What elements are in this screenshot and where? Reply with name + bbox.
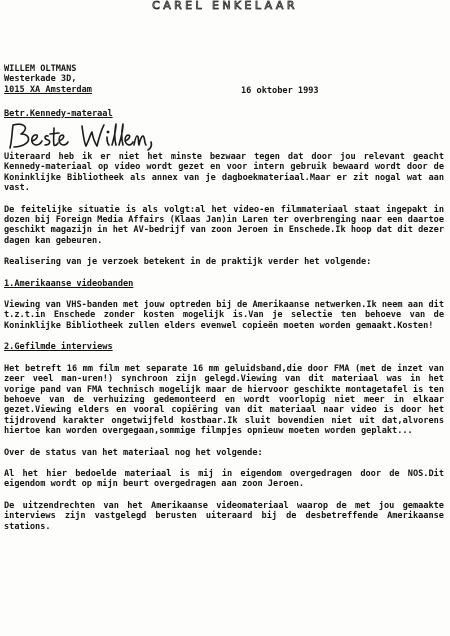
handwritten-salutation xyxy=(4,120,164,154)
subject-line: Betr.Kennedy-materaal xyxy=(4,109,113,119)
paragraph-realisation: Realisering van je verzoek betekent in de praktijk verder het volgende: xyxy=(4,257,372,268)
letterhead-text: CAREL ENKELAAR xyxy=(152,0,298,12)
paragraph-rights: De uitzendrechten van het Amerikaanse videomateriaal waarop de met jou gemaakte interviews zijn vastgelegd berusten uiteraard bij de desbetreffende Amerikaanse stations. xyxy=(4,500,444,532)
heading-interviews: 2.Gefilmde interviews xyxy=(4,342,113,353)
recipient-address xyxy=(4,64,92,95)
paragraph-intro: Uiteraard heb ik er niet het minste bezwaar tegen dat door jou relevant geacht Kennedy-materiaal op video wordt gezet en voor intern gebruik bewaard wordt door de Koninklijke Bibliotheek als annex van je dagboekmateriaal.Maar er zit nogal wat aan vast. xyxy=(4,152,444,194)
recipient-name: WILLEM OLTMANS xyxy=(4,64,77,74)
paragraph-situation: De feitelijke situatie is als volgt:al het video-en filmmateriaal staat ingepakt in dozen bij Foreign Media Affairs (Klaas Jan)in Laren ter overbrenging naar een daartoe geschikt magazijn in het AV-bedrijf van zoon Jeroen in Enschede.Ik hoop dat dit dezer dagen kan gebeuren. xyxy=(4,204,444,246)
paragraph-status: Over de status van het materiaal nog het volgende: xyxy=(4,447,263,458)
letter-body xyxy=(4,152,444,543)
paragraph-videobanden: Viewing van VHS-banden met jouw optreden bij de Amerikaanse netwerken.Ik neem aan dit t.z.t.in Enschede zonder kosten mogelijk is.Van je selectie ten behoeve van de Koninklijke Bibliotheek zullen elders evenwel copieën moeten worden gemaakt.Kosten! xyxy=(4,300,444,331)
recipient-city: 1015 XA Amsterdam xyxy=(4,84,92,95)
letter-date: 16 oktober 1993 xyxy=(241,86,319,96)
paragraph-interviews: Het betreft 16 mm film met separate 16 mm geluidsband,die door FMA (met de inzet van zeer veel man-uren!) synchroon zijn gelegd.Viewing van dit materiaal was in het vorige pand van FMA technisch mogelijk maar de hiervoor geschikte montagetafel is ten behoeve van de verhuizing gedemonteerd en wordt voorlopig niet meer in elkaar gezet.Viewing elders en vooral copiëring van dit materiaal naar video is door het tijdrovend karakter ongetwijfeld kostbaar.Ik sluit bovendien niet uit dat,alvorens hiertoe kan worden overgegaan,sommige filmpjes opnieuw moeten worden geplakt... xyxy=(4,363,444,437)
recipient-street: Westerkade 3D, xyxy=(4,74,77,85)
heading-videobanden: 1.Amerikaanse videobanden xyxy=(4,278,134,289)
letterhead xyxy=(0,1,450,11)
paragraph-ownership: Al het hier bedoelde materiaal is mij in eigendom overgedragen door de NOS.Dit eigendom wordt op mijn beurt overgedragen aan zoon Jeroen. xyxy=(4,468,444,490)
